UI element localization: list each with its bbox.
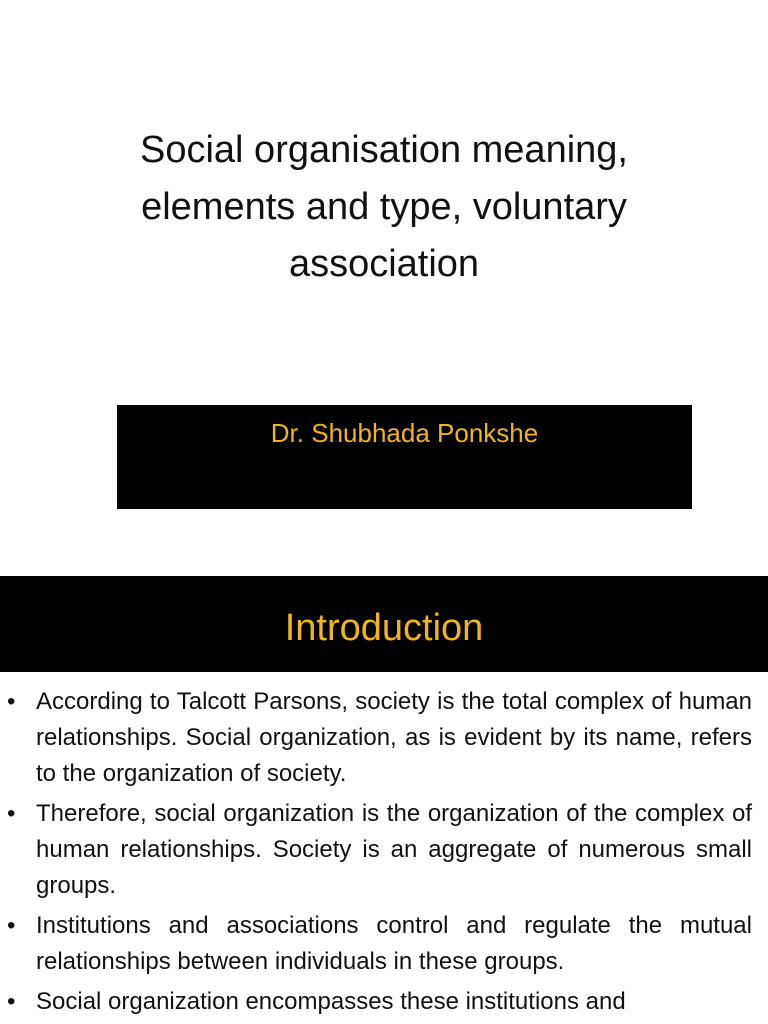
bullet-list — [0, 684, 768, 1024]
bullet-dot-icon: • — [7, 688, 16, 715]
bullet-text: Social organization encompasses these institutions and — [36, 988, 626, 1015]
heading-band — [0, 576, 768, 672]
author-box — [117, 405, 692, 509]
bullet-text: Institutions and associations control and regulate the mutual relationships between individuals in these groups. — [36, 912, 752, 975]
list-item — [0, 984, 768, 1020]
author-name: Dr. Shubhada Ponkshe — [270, 418, 539, 448]
list-item — [0, 796, 768, 904]
bullet-dot-icon: • — [7, 912, 16, 939]
bullet-text: Therefore, social organization is the organization of the complex of human relationships. Society is an aggregate of numerous small groups. — [36, 800, 752, 899]
slide-title: Social organisation meaning, elements and type, voluntary association — [140, 129, 628, 285]
list-item — [0, 684, 768, 792]
bullet-dot-icon: • — [7, 800, 16, 827]
bullet-text: According to Talcott Parsons, society is the total complex of human relationships. Social organization, as is evident by its name, refers to the organization of society. — [36, 688, 752, 787]
bullet-dot-icon: • — [7, 988, 16, 1015]
list-item — [0, 908, 768, 980]
introduction-slide — [0, 576, 768, 1024]
slide-heading: Introduction — [284, 607, 484, 649]
